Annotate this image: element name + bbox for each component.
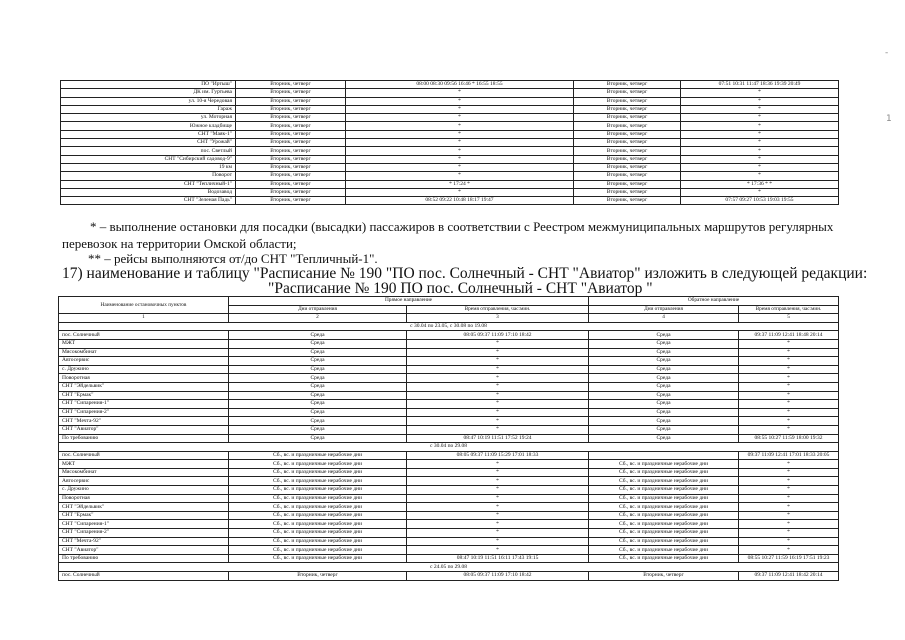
table-cell: СНТ "Сибирский садовод-9"	[61, 155, 236, 163]
table-cell: *	[739, 400, 839, 409]
table-cell: Сб., вс. и праздничные нерабочие дни	[229, 468, 407, 477]
table-row	[61, 180, 839, 188]
table-cell: Южное кладбище	[61, 122, 236, 130]
table-cell: Сб., вс. и праздничные нерабочие дни	[229, 486, 407, 495]
header-num-5: 5	[739, 314, 839, 323]
table-cell: СНТ "Авиатор"	[59, 425, 229, 434]
table-cell: 09:37 11:09 12:41 18:42 20:14	[739, 572, 839, 581]
table-cell: Сб., вс. и праздничные нерабочие дни	[589, 537, 739, 546]
table-cell: Среда	[589, 374, 739, 383]
table-cell: Среда	[589, 357, 739, 366]
table-cell: ул. Моторная	[61, 114, 236, 122]
table-cell: *	[739, 486, 839, 495]
table-cell: *	[407, 391, 589, 400]
table-cell: Сб., вс. и праздничные нерабочие дни	[229, 477, 407, 486]
table-cell: Вторник, четверг	[236, 89, 346, 97]
table-cell: *	[346, 114, 574, 122]
table-cell: Поворотная	[59, 374, 229, 383]
note-line-3: ** – рейсы выполняются от/до СНТ "Тепличный-1".	[88, 251, 378, 266]
table-cell: * 17:24 *	[346, 180, 574, 188]
table-cell: * 17:36 * *	[681, 180, 839, 188]
table-cell: Сб., вс. и праздничные нерабочие дни	[589, 486, 739, 495]
table-cell: *	[739, 391, 839, 400]
table-cell: Среда	[229, 357, 407, 366]
header-days-reverse: Дни отправления	[589, 305, 739, 314]
table-cell: *	[681, 147, 839, 155]
table-cell: Сб., вс. и праздничные нерабочие дни	[589, 520, 739, 529]
table-cell: *	[739, 339, 839, 348]
table-cell: *	[407, 339, 589, 348]
table-row	[59, 331, 839, 340]
table-row	[59, 503, 839, 512]
table-cell: Среда	[589, 348, 739, 357]
table-cell: Сб., вс. и праздничные нерабочие дни	[589, 477, 739, 486]
table-cell: СНТ "Урожай"	[61, 139, 236, 147]
table-cell: *	[681, 139, 839, 147]
period-row	[59, 563, 839, 572]
table-cell: СНТ "Сипарения-2"	[59, 408, 229, 417]
table-cell: *	[739, 494, 839, 503]
table-cell: Среда	[229, 365, 407, 374]
table-cell: Среда	[229, 382, 407, 391]
table-cell: 08:05 09:37 11:09 15:29 17:01 18:33	[407, 451, 589, 460]
schedule-table-continued-body	[61, 81, 839, 205]
table-cell: *	[407, 374, 589, 383]
table-cell: *	[739, 382, 839, 391]
table-cell: СНТ "Ермак"	[59, 511, 229, 520]
table-cell: Сб., вс. и праздничные нерабочие дни	[589, 503, 739, 512]
table-cell: Сб., вс. и праздничные нерабочие дни	[229, 503, 407, 512]
table-cell: СНТ "Ермак"	[59, 391, 229, 400]
table-row	[61, 197, 839, 205]
table-cell: *	[681, 97, 839, 105]
table-cell: *	[681, 172, 839, 180]
table-cell: Вторник, четверг	[236, 197, 346, 205]
table-cell: Сб., вс. и праздничные нерабочие дни	[589, 546, 739, 555]
table-cell: *	[407, 365, 589, 374]
table-cell: Сб., вс. и праздничные нерабочие дни	[229, 460, 407, 469]
table-cell: 09:37 11:09 12:41 17:01 18:33 20:05	[739, 451, 839, 460]
table-cell: *	[739, 546, 839, 555]
table-cell: *	[346, 172, 574, 180]
table-cell: *	[739, 468, 839, 477]
table-cell: Среда	[229, 391, 407, 400]
table-cell: Сб., вс. и праздничные нерабочие дни	[229, 451, 407, 460]
table-cell: СНТ "Сипарения-1"	[59, 520, 229, 529]
table-cell: Среда	[229, 408, 407, 417]
table-cell: *	[346, 139, 574, 147]
table-row	[59, 520, 839, 529]
table-cell: Вторник, четверг	[236, 172, 346, 180]
table-cell: *	[407, 520, 589, 529]
table-cell: *	[346, 147, 574, 155]
table-cell: Вторник, четверг	[574, 197, 681, 205]
table-cell: *	[739, 529, 839, 538]
page-mark-left: -	[885, 48, 889, 58]
table-cell: Среда	[589, 408, 739, 417]
table-cell: пос. Солнечный	[59, 572, 229, 581]
table-cell: *	[739, 417, 839, 426]
table-cell: Сб., вс. и праздничные нерабочие дни	[589, 460, 739, 469]
table-cell: Среда	[589, 331, 739, 340]
table-row	[61, 172, 839, 180]
table-cell: *	[407, 425, 589, 434]
table-cell: 08:05 09:37 11:09 17:10 18:42	[407, 572, 589, 581]
table-cell: *	[407, 486, 589, 495]
table-row	[59, 374, 839, 383]
table-cell: пос. Светлый	[61, 147, 236, 155]
table-cell: Мясокомбинат	[59, 348, 229, 357]
table-cell: По требованию	[59, 554, 229, 563]
table-cell: ПО "Иртыш"	[61, 81, 236, 89]
table-cell: *	[739, 357, 839, 366]
table-cell: *	[407, 460, 589, 469]
table-cell: *	[739, 477, 839, 486]
header-days-forward: Дни отправления	[229, 305, 407, 314]
table-row	[59, 348, 839, 357]
header-num-1: 1	[59, 314, 229, 323]
table-cell: Вторник, четверг	[574, 180, 681, 188]
table-cell: 08:47 10:19 11:51 17:52 19:24	[407, 434, 589, 443]
table-cell: 08:55 10:27 11:59 16:19 17:51 19:23	[739, 554, 839, 563]
period-row	[59, 322, 839, 331]
table-cell: Вторник, четверг	[236, 130, 346, 138]
table-cell: Вторник, четверг	[236, 155, 346, 163]
schedule-table-190	[58, 296, 839, 581]
table-cell: Вторник, четверг	[236, 81, 346, 89]
table-cell: *	[739, 460, 839, 469]
table-row	[61, 81, 839, 89]
table-cell: *	[346, 130, 574, 138]
table-cell: МЖТ	[59, 339, 229, 348]
table-row	[59, 339, 839, 348]
table-cell: СНТ "Мечта-92"	[59, 537, 229, 546]
period-row	[59, 443, 839, 452]
table-cell: Среда	[589, 425, 739, 434]
header-stops: Наименование остановочных пунктов	[59, 297, 229, 314]
table-cell: Сб., вс. и праздничные нерабочие дни	[589, 468, 739, 477]
table-cell: *	[407, 537, 589, 546]
table-cell: *	[407, 503, 589, 512]
page-mark-right: 1	[886, 114, 892, 124]
table-cell: Среда	[589, 417, 739, 426]
table-cell: Сб., вс. и праздничные нерабочие дни	[229, 494, 407, 503]
section-heading-line-2: "Расписание № 190 ПО пос. Солнечный - СНТ "Авиатор "	[268, 280, 653, 297]
table-cell: Сб., вс. и праздничные нерабочие дни	[229, 537, 407, 546]
table-cell: По требованию	[59, 434, 229, 443]
table-row	[61, 188, 839, 196]
table-cell: *	[346, 188, 574, 196]
table-cell: Гараж	[61, 105, 236, 113]
table-cell: Среда	[229, 400, 407, 409]
table-cell: Вторник, четверг	[574, 122, 681, 130]
table-cell: СНТ "Авиатор"	[59, 546, 229, 555]
period-label: с 30.04 по 29.08	[59, 443, 839, 452]
schedule-table-190-header	[59, 297, 839, 323]
table-cell: СНТ "Эйдельвик"	[59, 382, 229, 391]
table-cell: 08:47 10:19 11:51 16:11 17:43 19:15	[407, 554, 589, 563]
table-cell: *	[407, 348, 589, 357]
table-cell: Вторник, четверг	[236, 122, 346, 130]
table-cell: Сб., вс. и праздничные нерабочие дни	[229, 554, 407, 563]
table-row	[59, 357, 839, 366]
table-cell: 19 км	[61, 163, 236, 171]
table-cell: *	[407, 511, 589, 520]
table-cell: *	[681, 89, 839, 97]
table-row	[59, 425, 839, 434]
table-cell: *	[739, 365, 839, 374]
table-cell: Среда	[589, 391, 739, 400]
table-row	[59, 572, 839, 581]
table-cell: Вторник, четверг	[236, 105, 346, 113]
table-cell: *	[407, 357, 589, 366]
table-row	[61, 130, 839, 138]
table-row	[61, 105, 839, 113]
table-cell: пос. Солнечный	[59, 451, 229, 460]
table-cell: 08:00 08:30 09:56 16:46 * 16:55 18:55	[346, 81, 574, 89]
table-cell: Вторник, четверг	[236, 139, 346, 147]
table-cell: Сб., вс. и праздничные нерабочие дни	[229, 529, 407, 538]
table-row	[61, 163, 839, 171]
table-cell: *	[407, 468, 589, 477]
table-cell: Среда	[229, 434, 407, 443]
header-reverse: Обратное направление	[589, 297, 839, 306]
table-cell: СНТ "Эйдельвик"	[59, 503, 229, 512]
table-cell: *	[407, 529, 589, 538]
table-cell: *	[739, 511, 839, 520]
table-cell: пос. Солнечный	[59, 331, 229, 340]
table-row	[59, 408, 839, 417]
schedule-table-continued	[60, 80, 839, 205]
table-row	[59, 460, 839, 469]
note-line-2: перевозок на территории Омской области;	[62, 236, 297, 251]
section-heading-line-1: 17) наименование и таблицу "Расписание № 190 "ПО пос. Солнечный - СНТ "Авиатор" изложить в следующей редакции:	[62, 265, 868, 282]
table-cell: Вторник, четверг	[574, 188, 681, 196]
table-cell: Поворот	[61, 172, 236, 180]
table-cell: 07:57 09:27 10:53 19:03 19:55	[681, 197, 839, 205]
table-row	[59, 365, 839, 374]
table-row	[61, 122, 839, 130]
table-cell: ул. 10-я Чередовая	[61, 97, 236, 105]
header-times-reverse: Время отправления, час:мин.	[739, 305, 839, 314]
table-cell: 08:05 09:37 11:09 17:10 18:42	[407, 331, 589, 340]
table-cell: 08:55 10:27 11:59 18:00 19:32	[739, 434, 839, 443]
table-cell: Среда	[589, 365, 739, 374]
table-cell: Автосервис	[59, 477, 229, 486]
table-cell: Среда	[589, 382, 739, 391]
table-cell: Вторник, четверг	[236, 147, 346, 155]
table-cell: Вторник, четверг	[236, 180, 346, 188]
table-row	[59, 537, 839, 546]
table-cell: Сб., вс. и праздничные нерабочие дни	[589, 511, 739, 520]
table-cell: Среда	[589, 339, 739, 348]
table-cell: *	[681, 163, 839, 171]
table-cell: *	[739, 537, 839, 546]
table-row	[59, 546, 839, 555]
table-cell: *	[681, 114, 839, 122]
table-cell: Вторник, четверг	[574, 130, 681, 138]
table-cell: *	[681, 105, 839, 113]
table-row	[59, 451, 839, 460]
table-cell: с. Дружино	[59, 486, 229, 495]
table-cell: Вторник, четверг	[236, 163, 346, 171]
table-cell: Вторник, четверг	[574, 163, 681, 171]
table-cell: Вторник, четверг	[574, 155, 681, 163]
header-num-2: 2	[229, 314, 407, 323]
table-cell: *	[407, 477, 589, 486]
period-label: с 30.04 по 23.05, с 30.08 по 19.08	[59, 322, 839, 331]
period-label: с 24.05 по 29.08	[59, 563, 839, 572]
table-cell: ДК им. Гуртьева	[61, 89, 236, 97]
table-cell: *	[346, 155, 574, 163]
table-cell: *	[681, 122, 839, 130]
table-cell: Вторник, четверг	[574, 147, 681, 155]
table-cell: *	[407, 382, 589, 391]
table-cell: *	[681, 130, 839, 138]
table-row	[59, 477, 839, 486]
table-row	[61, 97, 839, 105]
table-cell: Среда	[229, 331, 407, 340]
table-cell: *	[346, 122, 574, 130]
table-cell: Вторник, четверг	[589, 572, 739, 581]
header-num-4: 4	[589, 314, 739, 323]
header-forward: Прямое направление	[229, 297, 589, 306]
table-cell: Среда	[589, 434, 739, 443]
table-cell: Среда	[229, 417, 407, 426]
table-cell: *	[407, 417, 589, 426]
table-cell: СНТ "Сипарения-2"	[59, 529, 229, 538]
table-cell: *	[346, 163, 574, 171]
table-cell: Вторник, четверг	[574, 172, 681, 180]
header-times-forward: Время отправления, час:мин.	[407, 305, 589, 314]
table-row	[61, 89, 839, 97]
table-cell: Вторник, четверг	[574, 81, 681, 89]
table-cell: Среда	[589, 400, 739, 409]
table-cell: 08:52 09:22 10:48 18:17 19:47	[346, 197, 574, 205]
table-cell: Вторник, четверг	[574, 105, 681, 113]
table-cell: *	[407, 546, 589, 555]
schedule-table-190-body	[59, 322, 839, 580]
table-cell: *	[346, 89, 574, 97]
table-cell: *	[739, 425, 839, 434]
table-cell: Среда	[229, 374, 407, 383]
table-row	[59, 554, 839, 563]
table-cell: СНТ "Сипарения-1"	[59, 400, 229, 409]
table-cell: Вторник, четверг	[229, 572, 407, 581]
table-cell: 09:37 11:09 12:41 18:48 20:14	[739, 331, 839, 340]
table-cell: *	[407, 408, 589, 417]
table-row	[59, 434, 839, 443]
note-line-1: * – выполнение остановки для посадки (высадки) пассажиров в соответствии с Реестром межмуниципальных маршрутов регулярных	[90, 219, 834, 234]
table-row	[59, 486, 839, 495]
table-cell: СНТ "Зеленая Падь"	[61, 197, 236, 205]
table-cell: *	[739, 408, 839, 417]
table-row	[59, 417, 839, 426]
table-cell: *	[407, 494, 589, 503]
table-cell: Водозавод	[61, 188, 236, 196]
table-row	[61, 114, 839, 122]
table-cell: Сб., вс. и праздничные нерабочие дни	[589, 554, 739, 563]
table-cell: Вторник, четверг	[574, 89, 681, 97]
table-cell: СНТ "Маяк-1"	[61, 130, 236, 138]
table-cell	[589, 451, 739, 460]
table-row	[59, 529, 839, 538]
table-cell: МЖТ	[59, 460, 229, 469]
table-cell: Вторник, четверг	[574, 114, 681, 122]
table-cell: Вторник, четверг	[236, 97, 346, 105]
table-cell: с. Дружино	[59, 365, 229, 374]
table-row	[59, 511, 839, 520]
table-cell: Среда	[229, 339, 407, 348]
table-row	[61, 155, 839, 163]
table-cell: Мясокомбинат	[59, 468, 229, 477]
table-row	[59, 391, 839, 400]
table-cell: Автосервис	[59, 357, 229, 366]
table-cell: *	[407, 400, 589, 409]
table-cell: СНТ "Тепличный-1"	[61, 180, 236, 188]
table-cell: *	[739, 374, 839, 383]
table-cell: Среда	[229, 425, 407, 434]
header-num-3: 3	[407, 314, 589, 323]
table-cell: Сб., вс. и праздничные нерабочие дни	[589, 494, 739, 503]
table-cell: 07:51 10:31 11:47 18:36 19:39 20:49	[681, 81, 839, 89]
table-cell: Среда	[229, 348, 407, 357]
table-row	[59, 400, 839, 409]
table-cell: *	[739, 348, 839, 357]
table-cell: *	[346, 97, 574, 105]
table-cell: Сб., вс. и праздничные нерабочие дни	[229, 546, 407, 555]
table-cell: Вторник, четверг	[574, 97, 681, 105]
table-row	[59, 468, 839, 477]
table-cell: *	[681, 188, 839, 196]
table-cell: Вторник, четверг	[236, 188, 346, 196]
table-cell: Сб., вс. и праздничные нерабочие дни	[229, 511, 407, 520]
table-cell: Вторник, четверг	[574, 139, 681, 147]
table-cell: Вторник, четверг	[236, 114, 346, 122]
table-row	[59, 494, 839, 503]
table-row	[61, 147, 839, 155]
table-cell: *	[681, 155, 839, 163]
table-cell: *	[346, 105, 574, 113]
table-cell: Сб., вс. и праздничные нерабочие дни	[589, 529, 739, 538]
table-cell: *	[739, 520, 839, 529]
table-cell: Сб., вс. и праздничные нерабочие дни	[229, 520, 407, 529]
table-row	[61, 139, 839, 147]
table-cell: *	[739, 503, 839, 512]
table-cell: Поворотная	[59, 494, 229, 503]
table-cell: СНТ "Мечта-92"	[59, 417, 229, 426]
table-row	[59, 382, 839, 391]
